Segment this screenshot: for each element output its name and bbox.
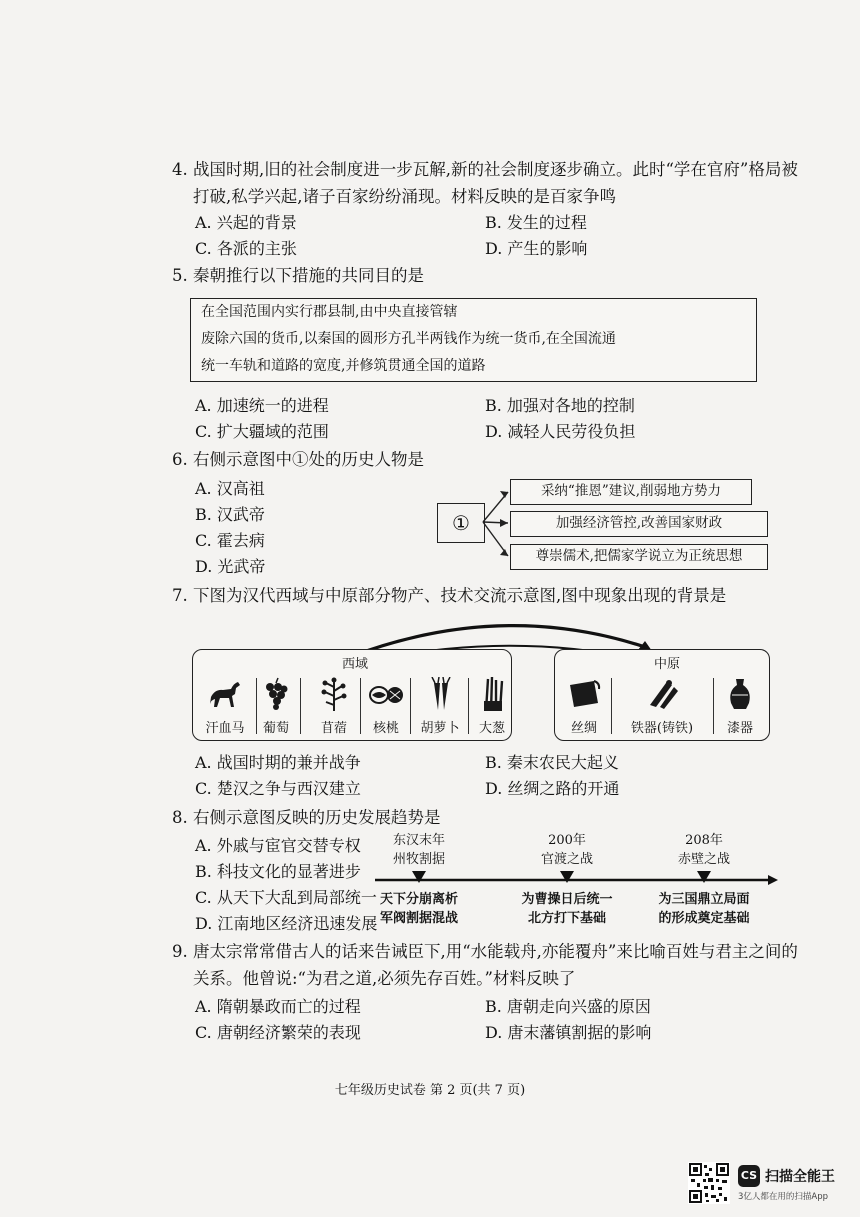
q8-event1-bottom: 州牧割据 <box>392 852 445 867</box>
q8-option-a: A. 外戚与宦官交替专权 <box>195 836 361 855</box>
q8-event2-bottom: 官渡之战 <box>540 852 593 867</box>
q8-event3-caption2: 的形成奠定基础 <box>658 911 750 926</box>
q9-option-d: D. 唐末藩镇割据的影响 <box>485 1023 652 1042</box>
q5-material-line3: 统一车轨和道路的宽度,并修筑贯通全国的道路 <box>201 358 486 374</box>
q6-option-d: D. 光武帝 <box>195 557 266 576</box>
q5-option-c: C. 扩大疆域的范围 <box>195 422 329 441</box>
page-footer: 七年级历史试卷 第 2 页(共 7 页) <box>334 1083 526 1098</box>
camscanner-name: 扫描全能王 <box>765 1169 835 1185</box>
q6-option-b: B. 汉武帝 <box>195 505 265 524</box>
q7-item-iron-label: 铁器(铸铁) <box>630 721 694 736</box>
q6-diagram-box3: 尊崇儒术,把儒家学说立为正统思想 <box>510 544 768 570</box>
q9-stem-line1: 9. 唐太宗常常借古人的话来告诫臣下,用“水能载舟,亦能覆舟”来比喻百姓与君主之间的 <box>172 942 798 961</box>
q7-item-alfalfa-label: 苜蓿 <box>320 721 347 736</box>
q7-item-carrot-label: 胡萝卜 <box>420 721 460 736</box>
q6-stem: 6. 右侧示意图中①处的历史人物是 <box>172 450 424 469</box>
q7-stem: 7. 下图为汉代西域与中原部分物产、技术交流示意图,图中现象出现的背景是 <box>172 586 727 605</box>
q6-diagram-center: ① <box>437 503 485 543</box>
q6-option-a: A. 汉高祖 <box>195 479 265 498</box>
q4-option-b: B. 发生的过程 <box>485 213 587 232</box>
q8-event2-caption1: 为曹操日后统一 <box>521 892 613 907</box>
q7-item-silk-label: 丝绸 <box>570 721 597 736</box>
q6-diagram-box2: 加强经济管控,改善国家财政 <box>510 511 768 537</box>
q5-option-b: B. 加强对各地的控制 <box>485 396 635 415</box>
q4-option-d: D. 产生的影响 <box>485 239 588 258</box>
q9-option-b: B. 唐朝走向兴盛的原因 <box>485 997 651 1016</box>
q8-event1-caption2: 军阀割据混战 <box>379 911 458 926</box>
q7-item-horse-label: 汗血马 <box>205 721 245 736</box>
q5-stem: 5. 秦朝推行以下措施的共同目的是 <box>172 266 424 285</box>
q5-option-d: D. 减轻人民劳役负担 <box>485 422 636 441</box>
q8-event1-caption1: 天下分崩离析 <box>379 892 458 907</box>
q6-diagram-box1: 采纳“推恩”建议,削弱地方势力 <box>510 479 752 505</box>
q7-option-c: C. 楚汉之争与西汉建立 <box>195 779 361 798</box>
camscanner-tagline: 3亿人都在用的扫描App <box>738 1192 829 1202</box>
q8-event3-bottom: 赤壁之战 <box>677 852 730 867</box>
q5-option-a: A. 加速统一的进程 <box>195 396 329 415</box>
q8-option-d: D. 江南地区经济迅速发展 <box>195 914 378 933</box>
q7-item-walnut-label: 核桃 <box>372 721 399 736</box>
q5-material-line2: 废除六国的货币,以秦国的圆形方孔半两钱作为统一货币,在全国流通 <box>201 331 616 347</box>
q4-stem-line2: 打破,私学兴起,诸子百家纷纷涌现。材料反映的是百家争鸣 <box>193 187 616 206</box>
q8-event3-caption1: 为三国鼎立局面 <box>658 892 750 907</box>
qr-code-icon <box>688 1162 730 1204</box>
q8-event3-top: 208年 <box>685 833 723 848</box>
q4-option-a: A. 兴起的背景 <box>195 213 297 232</box>
q4-option-c: C. 各派的主张 <box>195 239 297 258</box>
q5-material-line1: 在全国范围内实行郡县制,由中央直接管辖 <box>201 304 458 320</box>
q9-stem-line2: 关系。他曾说:“为君之道,必须先存百姓。”材料反映了 <box>193 969 576 988</box>
q7-item-grape-label: 葡萄 <box>262 721 289 736</box>
q4-stem-line1: 4. 战国时期,旧的社会制度进一步瓦解,新的社会制度逐步确立。此时“学在官府”格局被 <box>172 160 798 179</box>
q7-western-regions-title: 西域 <box>342 657 369 672</box>
q6-option-c: C. 霍去病 <box>195 531 265 550</box>
q7-option-b: B. 秦末农民大起义 <box>485 753 619 772</box>
q9-option-a: A. 隋朝暴政而亡的过程 <box>195 997 361 1016</box>
q9-option-c: C. 唐朝经济繁荣的表现 <box>195 1023 361 1042</box>
q8-option-b: B. 科技文化的显著进步 <box>195 862 361 881</box>
camscanner-logo: CS <box>738 1165 760 1187</box>
q8-option-c: C. 从天下大乱到局部统一 <box>195 888 377 907</box>
q8-event2-caption2: 北方打下基础 <box>527 911 606 926</box>
q8-event2-top: 200年 <box>548 833 586 848</box>
q7-central-plains-title: 中原 <box>654 657 681 672</box>
q7-option-d: D. 丝绸之路的开通 <box>485 779 620 798</box>
q8-event1-top: 东汉末年 <box>392 833 445 848</box>
q7-item-lacquer-label: 漆器 <box>726 721 753 736</box>
q7-option-a: A. 战国时期的兼并战争 <box>195 753 361 772</box>
q7-item-scallion-label: 大葱 <box>478 721 505 736</box>
q8-stem: 8. 右侧示意图反映的历史发展趋势是 <box>172 808 441 827</box>
